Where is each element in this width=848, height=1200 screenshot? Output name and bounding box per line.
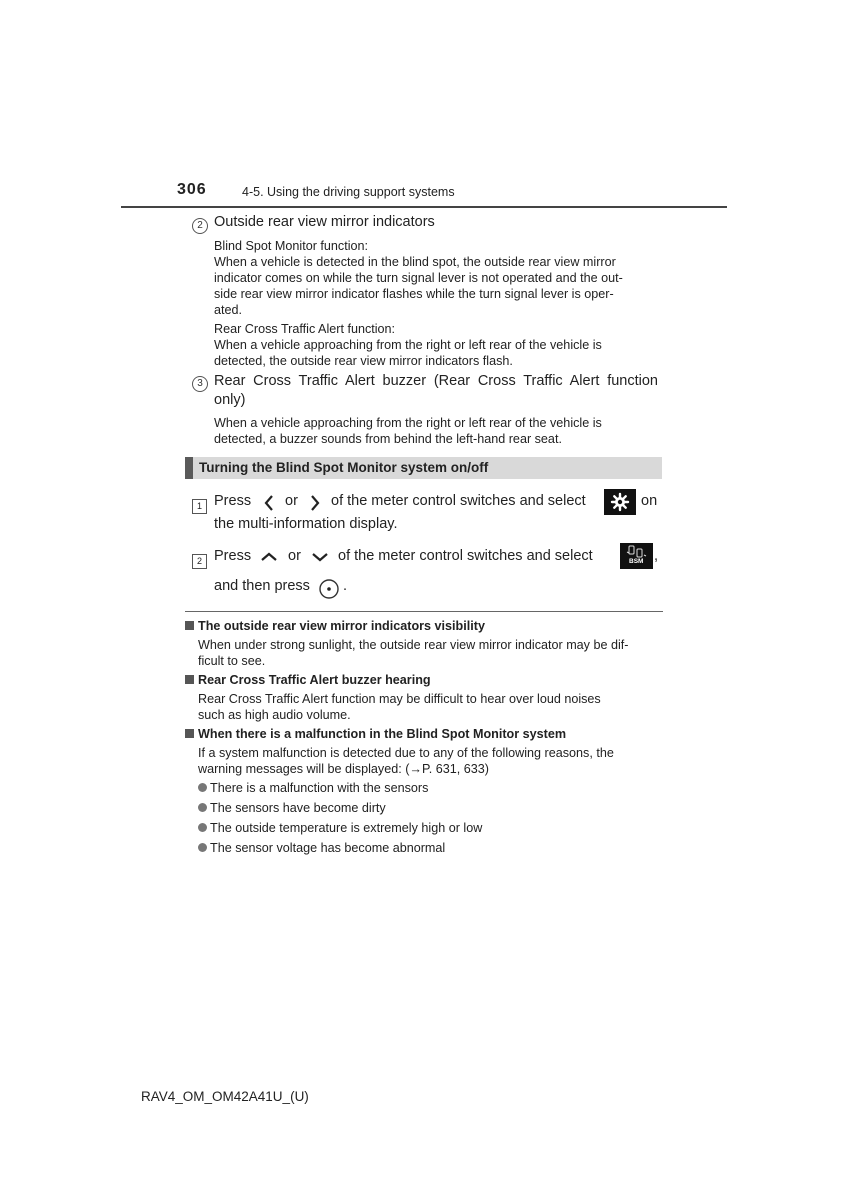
note-3-text: If a system malfunction is detected due to any of the following reasons, the warning messages will be displayed: (→P. 631, 633) [198, 746, 614, 776]
note-1-text: When under strong sunlight, the outside rear view mirror indicator may be dif- ficult to see. [198, 638, 629, 668]
step-1-number: 1 [192, 496, 207, 514]
note-2-text: Rear Cross Traffic Alert function may be difficult to hear over loud noises such as high audio volume. [198, 692, 601, 722]
step-2-comma: , [654, 548, 659, 564]
bullet-dot-icon [198, 803, 207, 812]
step-2-line-2: and then press [214, 578, 310, 594]
bullet-dot-icon [198, 783, 207, 792]
list-item: There is a malfunction with the sensors [198, 781, 428, 795]
item-3-number: 3 [192, 373, 208, 392]
note-3-title: When there is a malfunction in the Blind Spot Monitor system [185, 727, 566, 741]
bullet-dot-icon [198, 823, 207, 832]
section-banner-title: Turning the Blind Spot Monitor system on/off [199, 460, 489, 475]
step-2-or: or [288, 548, 301, 564]
bullet-dot-icon [198, 843, 207, 852]
step-1-on: on [641, 493, 658, 509]
note-1-title: The outside rear view mirror indicators visibility [185, 619, 485, 633]
step-1-press: Press [214, 493, 252, 509]
bsm-function-text: When a vehicle is detected in the blind spot, the outside rear view mirror indicator comes on while the turn signal lever is not operated and the out- side rear view mirror indicator flashes while the turn signal lever is oper- ated. [214, 255, 623, 317]
item-2-title: Outside rear view mirror indicators [214, 214, 435, 230]
chevron-left-icon [262, 494, 276, 517]
chevron-down-icon [310, 550, 330, 569]
item-3-text: When a vehicle approaching from the right or left rear of the vehicle is detected, a buzzer sounds from behind the left-hand rear seat. [214, 416, 602, 446]
header-divider [121, 206, 727, 208]
list-item: The sensor voltage has become abnormal [198, 841, 445, 855]
step-2-period: . [343, 578, 348, 594]
item-2-number: 2 [192, 215, 208, 234]
bsm-function-label: Blind Spot Monitor function: [214, 239, 369, 253]
item-3-title: Rear Cross Traffic Alert buzzer (Rear Cross Traffic Alert function only) [214, 373, 658, 408]
page-number: 306 [177, 181, 207, 198]
section-banner [185, 457, 662, 479]
enter-button-icon [318, 578, 340, 605]
footer-code: RAV4_OM_OM42A41U_(U) [141, 1089, 309, 1104]
rcta-function-label: Rear Cross Traffic Alert function: [214, 322, 396, 336]
step-1-select-text: of the meter control switches and select [331, 493, 586, 509]
bsm-icon: BSM [620, 543, 653, 569]
list-item: The sensors have become dirty [198, 801, 386, 815]
step-2-press: Press [214, 548, 252, 564]
note-2-title: Rear Cross Traffic Alert buzzer hearing [185, 673, 431, 687]
rcta-function-text: When a vehicle approaching from the right or left rear of the vehicle is detected, the outside rear view mirror indicators flash. [214, 338, 602, 368]
square-bullet-icon [185, 621, 194, 630]
section-header: 4-5. Using the driving support systems [242, 185, 455, 199]
chevron-right-icon [308, 494, 322, 517]
square-bullet-icon [185, 729, 194, 738]
step-1-line-2: the multi-information display. [214, 516, 398, 532]
square-bullet-icon [185, 675, 194, 684]
step-1-or: or [285, 493, 298, 509]
notes-divider [185, 611, 663, 612]
list-item: The outside temperature is extremely high or low [198, 821, 482, 835]
step-2-select-text: of the meter control switches and select [338, 548, 593, 564]
step-2-number: 2 [192, 551, 207, 569]
settings-gear-icon [604, 489, 636, 520]
chevron-up-icon [259, 550, 279, 569]
